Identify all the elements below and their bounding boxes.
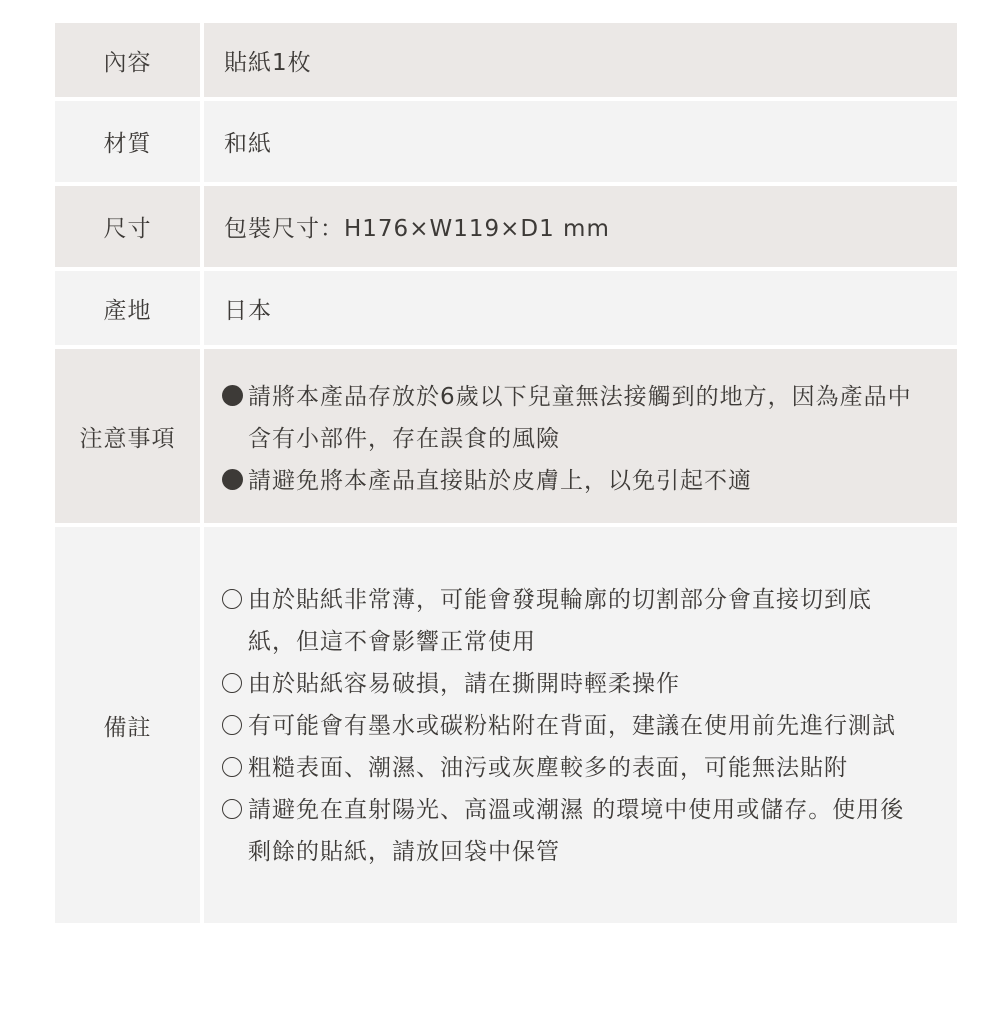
spec-row-content (55, 23, 957, 97)
remark-item-text: 由於貼紙容易破損，請在撕開時輕柔操作 (248, 671, 680, 697)
spec-value-size (204, 186, 957, 267)
notice-item-text: 請將本產品存放於6歲以下兒童無法接觸到的地方，因為產品中含有小部件，存在誤食的風險 (248, 384, 912, 452)
remark-item (248, 579, 917, 663)
spec-row-size (55, 186, 957, 267)
open-circle-bullet-icon (222, 579, 248, 621)
open-circle-bullet-icon (222, 789, 248, 831)
spec-label-content: 內容 (55, 23, 200, 97)
spec-value-notice (204, 349, 957, 523)
spec-label-remarks: 備註 (55, 527, 200, 923)
spec-value-material-text: 和紙 (224, 131, 272, 157)
remark-item-text: 有可能會有墨水或碳粉粘附在背面，建議在使用前先進行測試 (248, 713, 896, 739)
spec-value-remarks (204, 527, 957, 923)
remark-item-text: 粗糙表面、潮濕、油污或灰塵較多的表面，可能無法貼附 (248, 755, 848, 781)
remark-item (248, 663, 917, 705)
remark-item (248, 789, 917, 873)
spec-value-origin (204, 271, 957, 345)
filled-circle-bullet-icon (222, 376, 248, 418)
filled-circle-bullet-icon (222, 460, 248, 502)
spec-label-size: 尺寸 (55, 186, 200, 267)
spec-value-content (204, 23, 957, 97)
notice-item (248, 460, 917, 502)
spec-row-origin (55, 271, 957, 345)
notice-item (248, 376, 917, 460)
spec-label-notice: 注意事項 (55, 349, 200, 523)
product-spec-table (55, 23, 957, 923)
remark-item (248, 705, 917, 747)
notice-item-text: 請避免將本產品直接貼於皮膚上，以免引起不適 (248, 468, 752, 494)
remark-item-text: 由於貼紙非常薄，可能會發現輪廓的切割部分會直接切到底紙，但這不會影響正常使用 (248, 587, 872, 655)
spec-value-origin-text: 日本 (224, 297, 272, 324)
notice-list (224, 376, 917, 502)
spec-row-material (55, 101, 957, 182)
spec-row-remarks (55, 527, 957, 923)
open-circle-bullet-icon (222, 747, 248, 789)
spec-label-origin: 產地 (55, 271, 200, 345)
remarks-list (224, 579, 917, 873)
spec-label-material: 材質 (55, 101, 200, 182)
spec-value-material (204, 101, 957, 182)
spec-value-content-text: 貼紙1枚 (224, 49, 312, 76)
remark-item (248, 747, 917, 789)
remark-item-text: 請避免在直射陽光、高溫或潮濕 的環境中使用或儲存。使用後剩餘的貼紙，請放回袋中保管 (248, 797, 905, 865)
spec-row-notice (55, 349, 957, 523)
open-circle-bullet-icon (222, 663, 248, 705)
spec-value-size-text: 包裝尺寸：H176×W119×D1 mm (224, 216, 610, 242)
open-circle-bullet-icon (222, 705, 248, 747)
